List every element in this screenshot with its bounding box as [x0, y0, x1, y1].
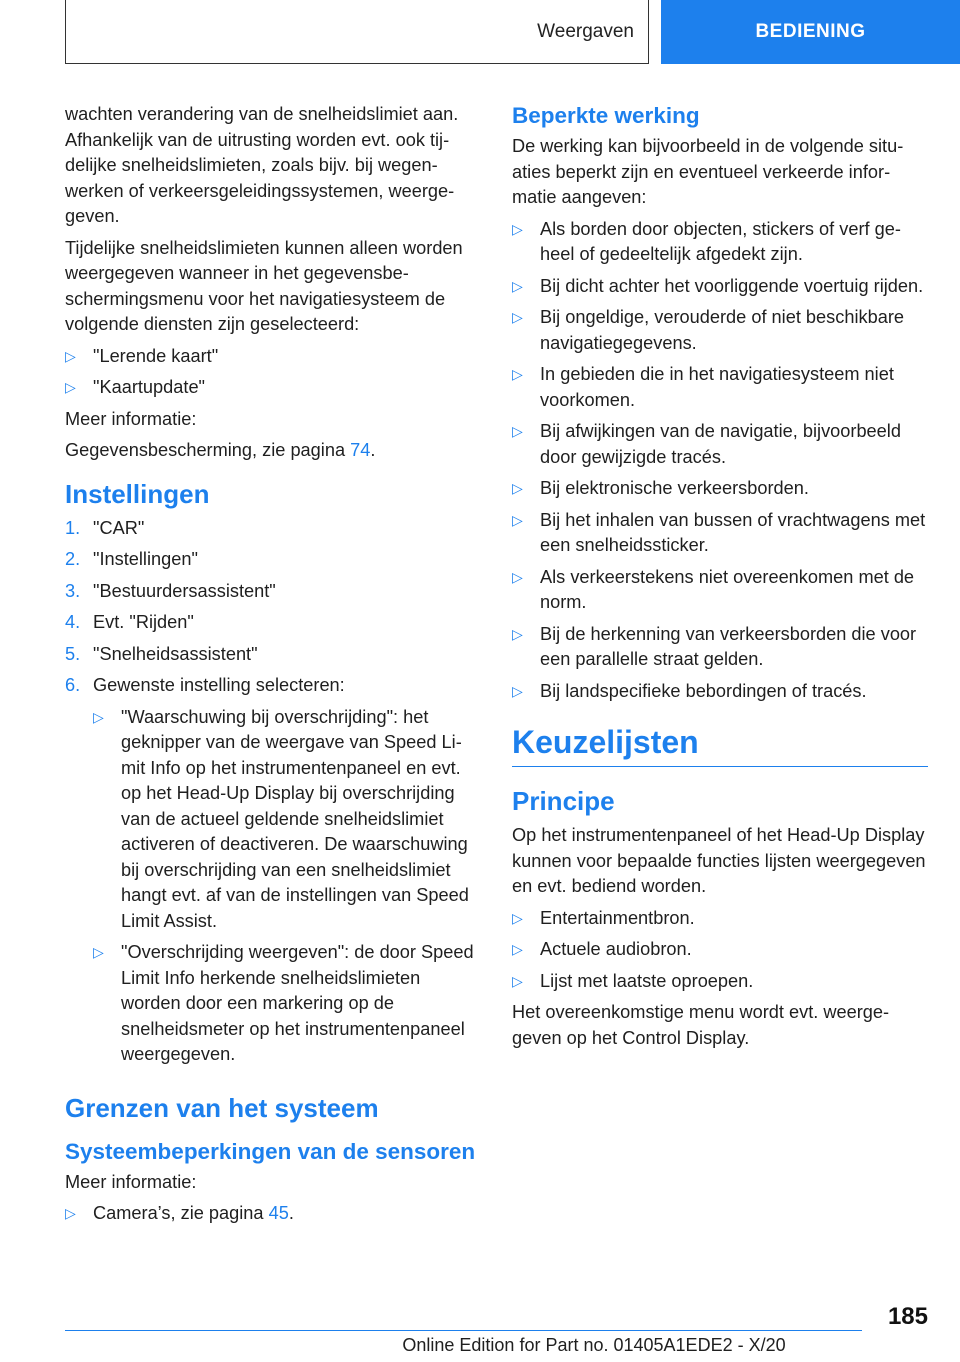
- footer-divider: [65, 1330, 862, 1331]
- paragraph: Meer informatie:: [65, 1171, 197, 1192]
- triangle-bullet-icon: ▷: [65, 347, 76, 364]
- header-section-title: Weergaven: [537, 20, 634, 42]
- heading-beperkte-werking: Beperkte werking: [512, 103, 700, 128]
- triangle-bullet-icon: ▷: [512, 682, 523, 699]
- triangle-bullet-icon: ▷: [512, 309, 523, 325]
- paragraph: Op het instrumentenpaneel of het Head-Up Display kunnen voor bepaalde functies lijsten weergegeven en evt. bediend worden.: [512, 825, 926, 896]
- list-item: ▷ Bij ongeldige, verouderde of niet beschikbare navigatiegegevens.: [512, 305, 928, 356]
- header-section-tab: [65, 0, 649, 64]
- step-item: 4. Evt. "Rijden": [65, 612, 194, 632]
- triangle-bullet-icon: ▷: [512, 511, 523, 528]
- list-item: ▷ Bij elektronische verkeersborden.: [512, 476, 928, 502]
- triangle-bullet-icon: ▷: [65, 379, 76, 395]
- heading-grenzen: Grenzen van het systeem: [65, 1092, 379, 1123]
- triangle-bullet-icon: ▷: [512, 625, 523, 642]
- triangle-bullet-icon: ▷: [65, 1205, 76, 1221]
- triangle-bullet-icon: ▷: [512, 220, 523, 237]
- triangle-bullet-icon: ▷: [512, 972, 523, 989]
- right-column: [512, 102, 928, 1057]
- paragraph: Tijdelijke snelheidslimieten kunnen alleen worden weergegeven wanneer in het gegevensbeschermingsmenu voor het navigatiesysteem de volgende diensten zijn geselecteerd:: [65, 237, 463, 334]
- triangle-bullet-icon: ▷: [512, 909, 523, 926]
- list-item: ▷ Entertainmentbron.: [512, 906, 928, 932]
- step-item: 3. "Bestuurdersassistent": [65, 580, 276, 601]
- sub-list-item: ▷ "Overschrijding weergeven": de door Speed Limit Info herkende snelheidslimieten worden door een markering op de snelheidsmeter op het instrumentenpaneel weergegeven.: [93, 940, 478, 1068]
- triangle-bullet-icon: ▷: [512, 941, 523, 957]
- footer-edition: Online Edition for Part no. 01405A1EDE2 - X/20: [402, 1335, 786, 1355]
- sub-list-item: ▷ "Waarschuwing bij overschrijding": het geknipper van de weergave van Speed Limit Info op het instrumentenpaneel en evt. op het Head-Up Display bij overschrijding van de actueel geldende snelheidslimiet activeren of deactiveren. De waarschuwing bij overschrijding van een snelheidslimiet hangt evt. af van de instellingen van Speed Limit Assist.: [93, 705, 478, 935]
- triangle-bullet-icon: ▷: [93, 708, 104, 725]
- page-link[interactable]: 45: [268, 1203, 289, 1223]
- list-item: ▷ "Lerende kaart": [65, 344, 478, 370]
- triangle-bullet-icon: ▷: [93, 944, 104, 960]
- heading-principe: Principe: [512, 786, 615, 816]
- triangle-bullet-icon: ▷: [512, 480, 523, 496]
- list-item: ▷ Bij afwijkingen van de navigatie, bijvoorbeeld door gewijzigde tracés.: [512, 419, 928, 470]
- triangle-bullet-icon: ▷: [512, 277, 523, 294]
- header-chapter-title: BEDIENING: [755, 21, 866, 42]
- list-item: ▷ "Kaartupdate": [65, 375, 478, 401]
- paragraph: wachten verandering van de snelheidslimiet aan. Afhankelijk van de uitrusting worden evt. ook tijdelijke snelheidslimieten, zoals bijv. bij wegenwerken of verkeersgeleidingssystemen, weergegeven.: [65, 104, 459, 226]
- left-column: [65, 102, 478, 1233]
- paragraph: Het overeenkomstige menu wordt evt. weergegeven op het Control Display.: [512, 1002, 890, 1048]
- heading-sensoren: Systeembeperkingen van de sensoren: [65, 1138, 476, 1164]
- step-item: 2. "Instellingen": [65, 549, 198, 569]
- list-item: ▷ Als verkeerstekens niet overeenkomen met de norm.: [512, 565, 928, 616]
- step-item: 6. Gewenste instelling selecteren:: [65, 675, 345, 695]
- triangle-bullet-icon: ▷: [512, 568, 523, 585]
- list-item: ▷ Actuele audiobron.: [512, 937, 928, 963]
- triangle-bullet-icon: ▷: [512, 366, 523, 382]
- list-item: ▷ Bij de herkenning van verkeersborden die voor een parallelle straat gelden.: [512, 622, 928, 673]
- page-link[interactable]: 74: [350, 440, 371, 460]
- paragraph: Meer informatie:: [65, 408, 197, 429]
- paragraph-reference: Gegevensbescherming, zie pagina 74.: [65, 440, 376, 460]
- list-item: ▷ In gebieden die in het navigatiesysteem niet voorkomen.: [512, 362, 928, 413]
- list-item: ▷ Als borden door objecten, stickers of verf geheel of gedeeltelijk afgedekt zijn.: [512, 217, 928, 268]
- triangle-bullet-icon: ▷: [512, 423, 523, 439]
- list-item: ▷ Bij dicht achter het voorliggende voertuig rijden.: [512, 274, 928, 300]
- page-number: 185: [887, 1303, 928, 1330]
- heading-instellingen: Instellingen: [65, 478, 210, 509]
- step-item: 1. "CAR": [65, 517, 145, 538]
- list-item: ▷ Bij het inhalen van bussen of vrachtwagens met een snelheidssticker.: [512, 508, 928, 559]
- step-item: 5. "Snelheidsassistent": [65, 643, 258, 664]
- list-item: ▷ Lijst met laatste oproepen.: [512, 969, 928, 995]
- list-item: ▷ Bij landspecifieke bebordingen of tracés.: [512, 679, 928, 705]
- paragraph: De werking kan bijvoorbeeld in de volgende situaties beperkt zijn en eventueel verkeerde informatie aangeven:: [512, 136, 904, 207]
- list-item: ▷ Camera’s, zie pagina 45.: [65, 1201, 478, 1227]
- header-chapter-tab: [661, 0, 960, 64]
- heading-keuzelijsten: Keuzelijsten: [512, 722, 928, 767]
